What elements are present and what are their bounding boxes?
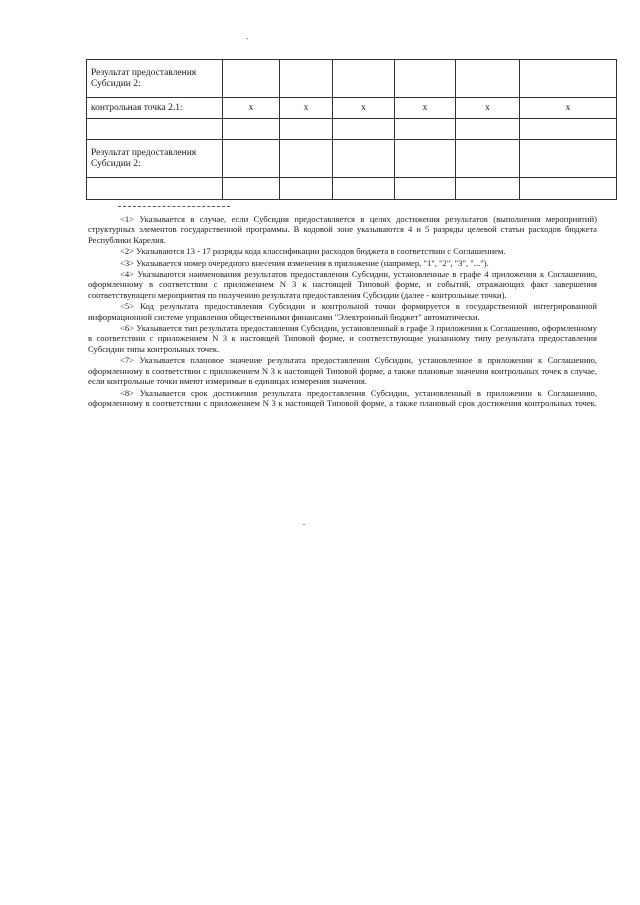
- row-label: контрольная точка 2.1:: [87, 98, 223, 119]
- table-cell: [223, 140, 280, 178]
- footnote-3: <3> Указывается номер очередного внесения изменения в приложение (например, "1", "2", "3", "...").: [120, 257, 489, 268]
- results-table: [86, 59, 617, 200]
- row-label: [87, 119, 223, 140]
- footnote-7: <7> Указывается плановое значение результата предоставления Субсидии, установленное в приложении к Соглашению, оформленному в соответствии с приложением N 3 к настоящей Типовой форме, а также плановые значения контрольных точек в случае, если контрольные точки имеют измеримые в единицах измерения значения.: [88, 355, 597, 387]
- scan-speck: [303, 524, 305, 525]
- table-cell: [520, 140, 617, 178]
- table-cell: [520, 119, 617, 140]
- row-label: Результат предоставления Субсидии 2:: [87, 140, 223, 178]
- row-label: [87, 178, 223, 200]
- table-cell: [223, 178, 280, 200]
- table-row: [87, 178, 617, 200]
- row-label: Результат предоставления Субсидии 2:: [87, 60, 223, 98]
- table-cell: [456, 140, 520, 178]
- table-cell: [456, 60, 520, 98]
- table-cell: [333, 140, 395, 178]
- table-cell: x: [520, 98, 617, 119]
- table-cell: [280, 60, 333, 98]
- table-cell: [520, 178, 617, 200]
- table-cell: [223, 119, 280, 140]
- footnote-1: <1> Указывается в случае, если Субсидия предоставляется в целях достижения результатов (выполнения мероприятий) структурных элементов государственной программы. В кодовой зоне указываются 4 и 5 разряды целевой статьи расходов бюджета Республики Карелия.: [88, 214, 597, 245]
- table-cell: [456, 178, 520, 200]
- table-cell: [395, 140, 456, 178]
- table-cell: [520, 60, 617, 98]
- table-cell: x: [456, 98, 520, 119]
- footnote-8: <8> Указывается срок достижения результата предоставления Субсидии, установленный в приложении к Соглашению, оформленному в соответствии с приложением N 3 к настоящей Типовой форме, а также плановый срок достижения контрольных точек.: [88, 387, 597, 408]
- table-cell: [280, 178, 333, 200]
- table-cell: [280, 140, 333, 178]
- table-cell: [280, 119, 333, 140]
- scan-speck: [246, 38, 248, 39]
- table-row: [87, 119, 617, 140]
- table-cell: [395, 178, 456, 200]
- table-cell: [395, 60, 456, 98]
- table-cell: [395, 119, 456, 140]
- footnote-6: <6> Указывается тип результата предоставления Субсидии, установленный в графе 3 приложения к Соглашению, оформленному в соответствии с приложением N 3 к настоящей Типовой форме, и соответствующие указанному типу результата предоставления Субсидии типы контрольных точек.: [88, 323, 597, 354]
- footnote-2: <2> Указываются 13 - 17 разряды кода классификации расходов бюджета в соответствии с Соглашением.: [120, 246, 506, 257]
- table-cell: [223, 60, 280, 98]
- table-row: [87, 98, 617, 119]
- table-cell: x: [280, 98, 333, 119]
- table-row: [87, 140, 617, 178]
- footnote-separator: [118, 206, 230, 207]
- footnote-4: <4> Указываются наименования результатов предоставления Субсидии, установленные в графе 4 приложения к Соглашению, оформленному в соответствии с приложением N 3 к настоящей Типовой форме, и событий, отражающих факт завершения соответствующего мероприятия по получению результата предоставления Субсидии (далее - контрольные точки).: [88, 269, 597, 300]
- table-cell: [333, 119, 395, 140]
- table-cell: [456, 119, 520, 140]
- footnote-5: <5> Код результата предоставления Субсидии и контрольной точки формируется в государственной интегрированной информационной системе управления общественными финансами "Электронный бюджет" автоматически.: [88, 301, 597, 322]
- table-cell: [333, 178, 395, 200]
- table-cell: x: [395, 98, 456, 119]
- footnotes: [88, 214, 597, 409]
- table-cell: [333, 60, 395, 98]
- table-row: [87, 60, 617, 98]
- table-cell: x: [223, 98, 280, 119]
- table-cell: x: [333, 98, 395, 119]
